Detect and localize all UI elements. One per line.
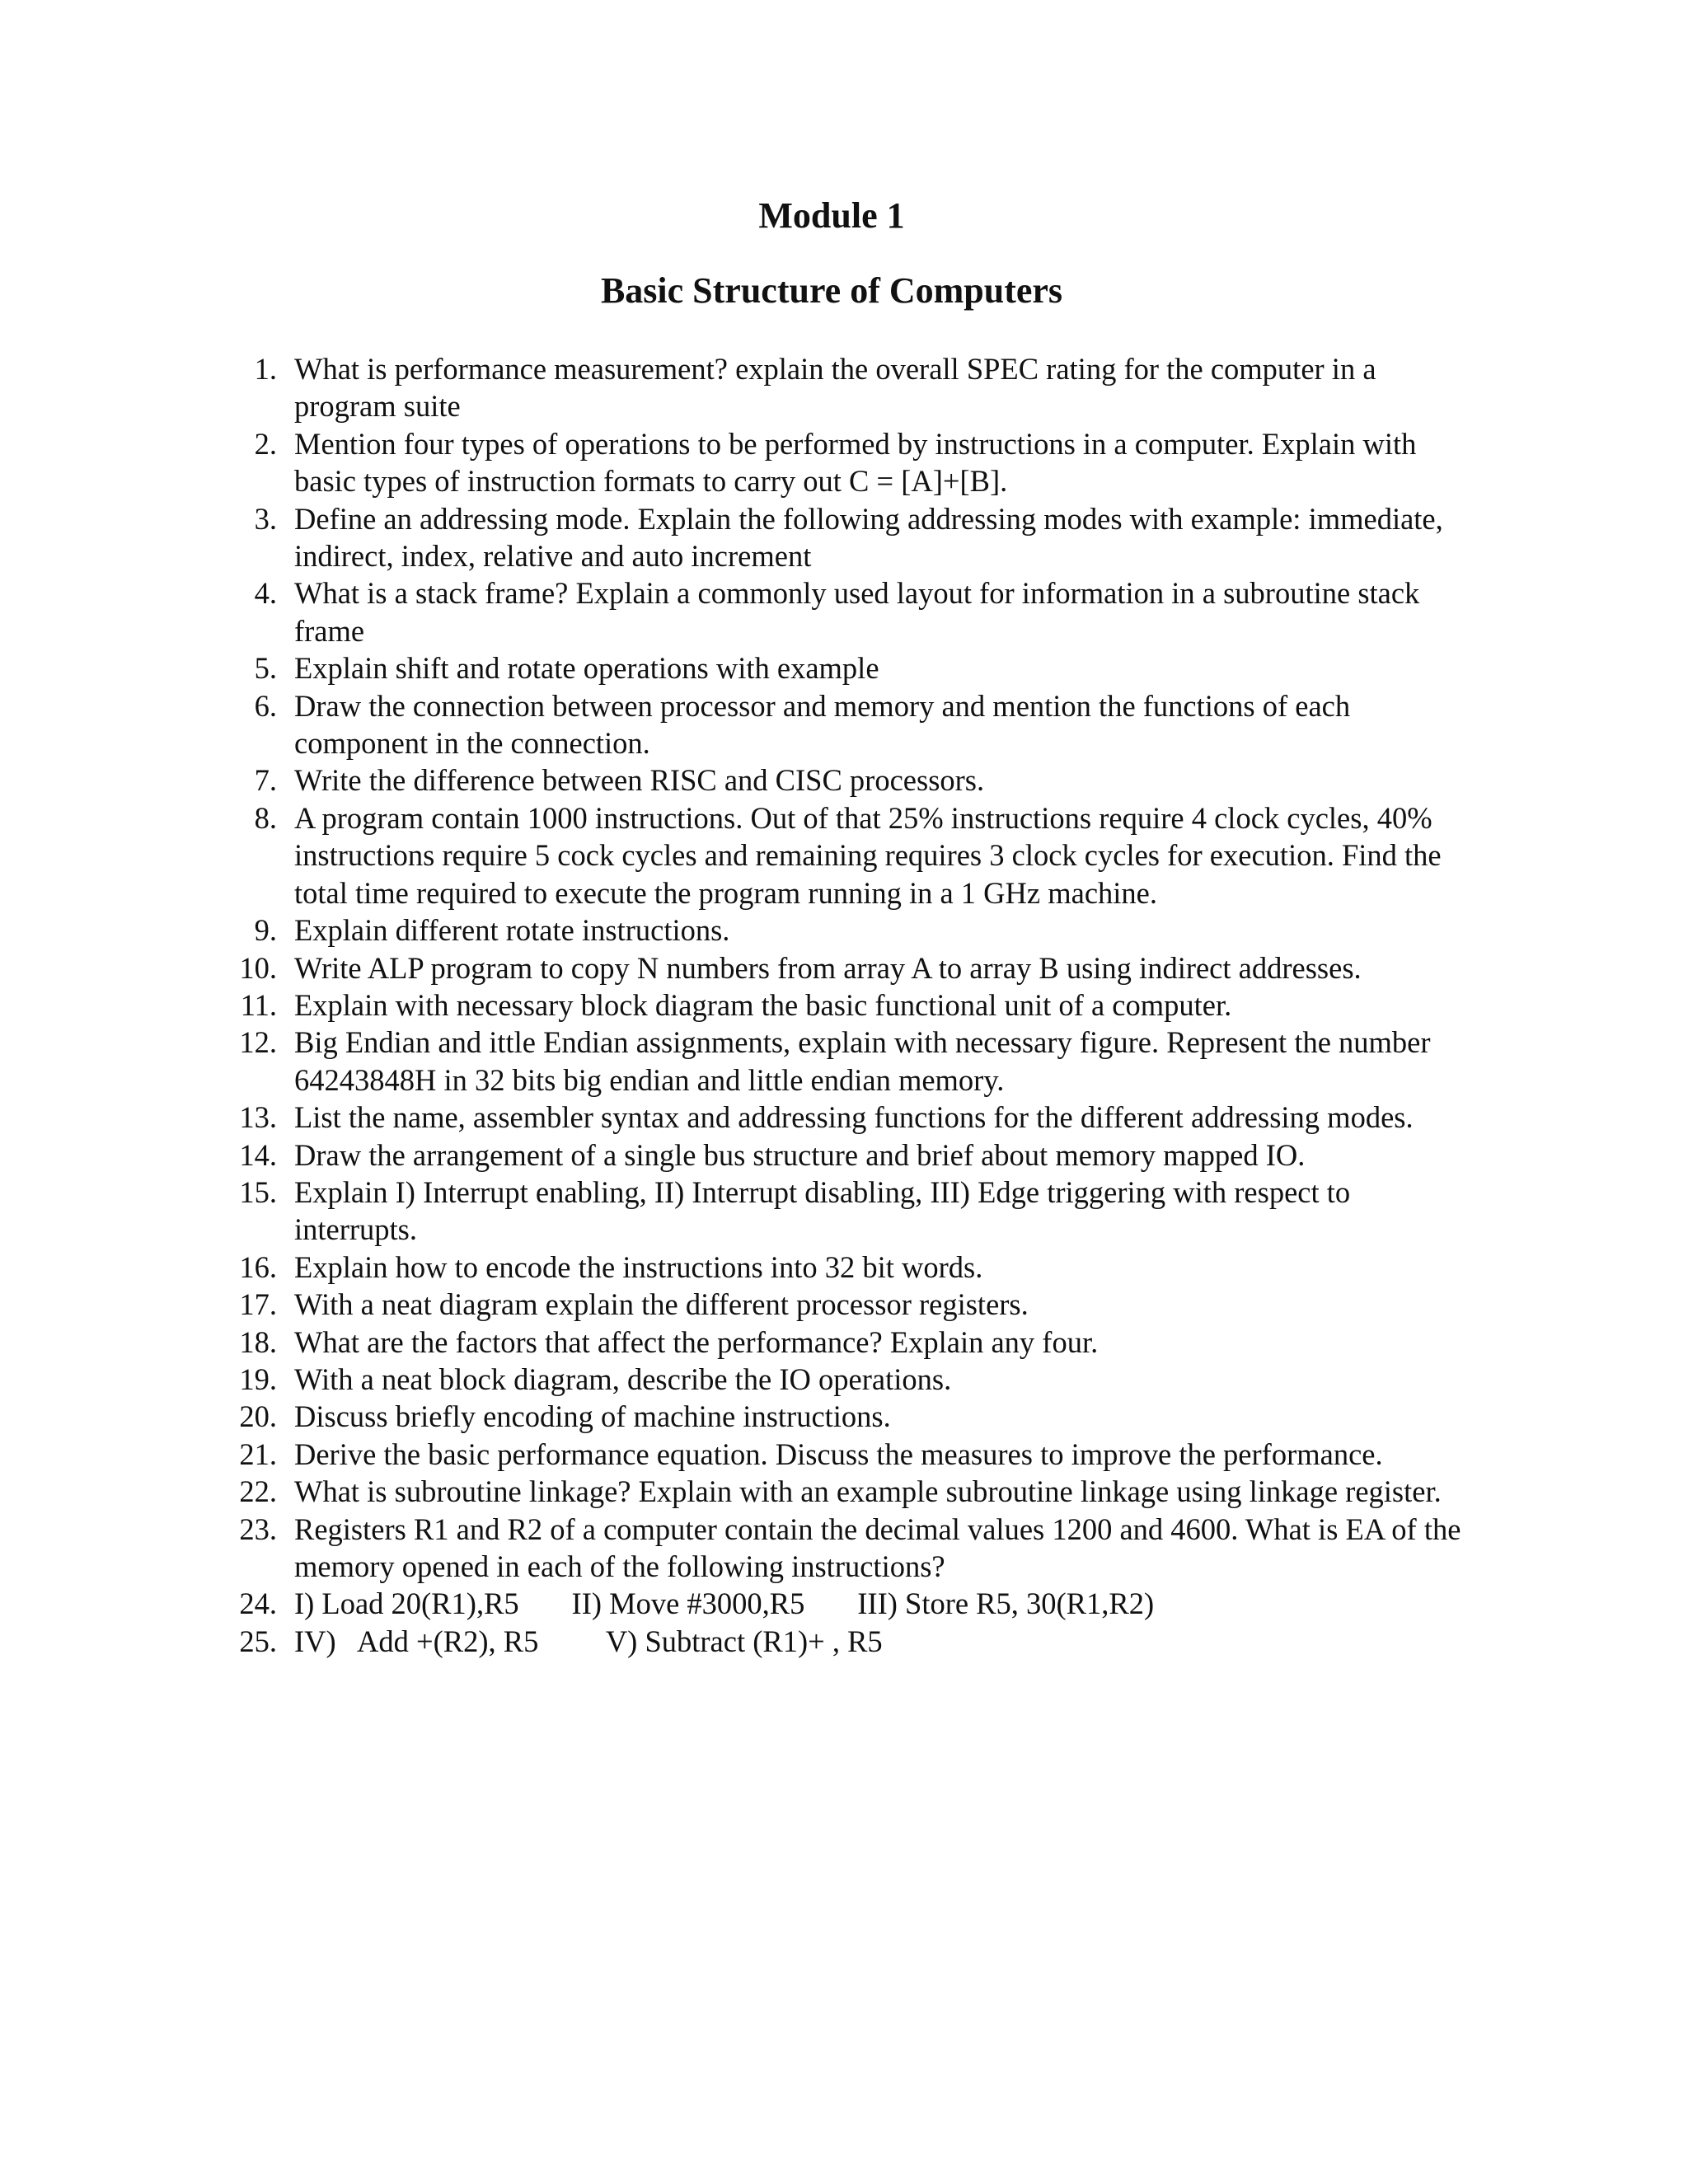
question-text: With a neat diagram explain the different processor registers.	[294, 1287, 1029, 1322]
question-text: List the name, assembler syntax and addressing functions for the different addressing modes.	[294, 1100, 1414, 1135]
question-item	[241, 1361, 1477, 1398]
question-item	[241, 1623, 1477, 1660]
question-list	[241, 350, 1477, 1660]
question-item	[241, 1137, 1477, 1174]
question-text: Explain I) Interrupt enabling, II) Interrupt disabling, III) Edge triggering with respect to interrupts.	[294, 1174, 1351, 1247]
question-text: With a neat block diagram, describe the IO operations.	[294, 1361, 952, 1396]
question-number: 25.	[239, 1624, 277, 1658]
question-text: Derive the basic performance equation. Discuss the measures to improve the performance.	[294, 1436, 1383, 1471]
question-text: Explain different rotate instructions.	[294, 913, 730, 948]
question-text: What is performance measurement? explain the overall SPEC rating for the computer in a program suite	[294, 352, 1376, 424]
module-title: Module 1	[758, 195, 905, 236]
question-number: 12.	[239, 1025, 277, 1060]
question-text: Draw the arrangement of a single bus structure and brief about memory mapped IO.	[294, 1137, 1306, 1172]
question-item	[241, 1249, 1477, 1286]
question-text: What are the factors that affect the performance? Explain any four.	[294, 1324, 1099, 1359]
question-number: 4.	[254, 576, 277, 611]
question-text: IV) Add +(R2), R5 V) Subtract (R1)+ , R5	[294, 1624, 883, 1658]
question-number: 24.	[239, 1586, 277, 1621]
question-text: Write ALP program to copy N numbers from array A to array B using indirect addresses.	[294, 950, 1362, 985]
question-text: Write the difference between RISC and CISC processors.	[294, 763, 985, 798]
question-number: 19.	[239, 1361, 277, 1396]
question-number: 5.	[254, 651, 277, 686]
question-item	[241, 687, 1477, 762]
question-text: Explain shift and rotate operations with example	[294, 651, 879, 686]
question-item	[241, 500, 1477, 575]
question-number: 13.	[239, 1100, 277, 1135]
question-text: What is subroutine linkage? Explain with an example subroutine linkage using linkage register.	[294, 1474, 1442, 1509]
question-item	[241, 1099, 1477, 1136]
question-item	[241, 1473, 1477, 1510]
question-number: 11.	[240, 987, 277, 1022]
question-text: Explain how to encode the instructions into 32 bit words.	[294, 1249, 983, 1284]
question-number: 15.	[239, 1174, 277, 1209]
question-number: 23.	[239, 1511, 277, 1546]
question-number: 10.	[239, 950, 277, 985]
question-text: Mention four types of operations to be performed by instructions in a computer. Explain with basic types of instruction formats to carry out C = [A]+[B].	[294, 426, 1417, 499]
question-item	[241, 1286, 1477, 1323]
question-text: What is a stack frame? Explain a commonly used layout for information in a subroutine stack frame	[294, 576, 1420, 648]
question-item	[241, 1174, 1477, 1249]
question-item	[241, 1024, 1477, 1099]
question-number: 17.	[239, 1287, 277, 1322]
question-number: 8.	[254, 800, 277, 835]
question-item	[241, 1436, 1477, 1473]
question-item	[241, 987, 1477, 1024]
question-number: 21.	[239, 1436, 277, 1471]
question-text: Draw the connection between processor and memory and mention the functions of each component in the connection.	[294, 688, 1351, 761]
question-number: 6.	[254, 688, 277, 723]
question-item	[241, 574, 1477, 649]
question-item	[241, 799, 1477, 912]
question-number: 14.	[239, 1137, 277, 1172]
question-item	[241, 1398, 1477, 1435]
section-title: Basic Structure of Computers	[600, 270, 1063, 311]
question-item	[241, 425, 1477, 500]
question-item	[241, 649, 1477, 687]
question-number: 18.	[239, 1324, 277, 1359]
question-item	[241, 1585, 1477, 1622]
question-text: Big Endian and ittle Endian assignments, explain with necessary figure. Represent the number 64243848H in 32 bits big endian and little endian memory.	[294, 1025, 1431, 1097]
question-text: Define an addressing mode. Explain the following addressing modes with example: immediate, indirect, index, relative and auto increment	[294, 501, 1443, 574]
question-item	[241, 762, 1477, 799]
question-number: 2.	[254, 426, 277, 461]
question-item	[241, 350, 1477, 425]
question-item	[241, 1324, 1477, 1361]
question-number: 20.	[239, 1399, 277, 1434]
question-item	[241, 1511, 1477, 1586]
question-number: 7.	[254, 763, 277, 798]
question-item	[241, 912, 1477, 949]
question-text: I) Load 20(R1),R5 II) Move #3000,R5 III) Store R5, 30(R1,R2)	[294, 1586, 1155, 1621]
question-number: 9.	[254, 913, 277, 948]
question-text: Discuss briefly encoding of machine instructions.	[294, 1399, 891, 1434]
question-text: Registers R1 and R2 of a computer contain the decimal values 1200 and 4600. What is EA of the memory opened in each of the following instructions?	[294, 1511, 1461, 1583]
question-number: 16.	[239, 1249, 277, 1284]
question-text: A program contain 1000 instructions. Out of that 25% instructions require 4 clock cycles, 40% instructions require 5 cock cycles and remaining requires 3 clock cycles for execution. Find the total time required to execute the program running in a 1 GHz machine.	[294, 800, 1442, 910]
question-number: 22.	[239, 1474, 277, 1509]
question-number: 1.	[254, 352, 277, 386]
question-item	[241, 949, 1477, 987]
question-number: 3.	[254, 501, 277, 536]
question-text: Explain with necessary block diagram the basic functional unit of a computer.	[294, 987, 1232, 1022]
